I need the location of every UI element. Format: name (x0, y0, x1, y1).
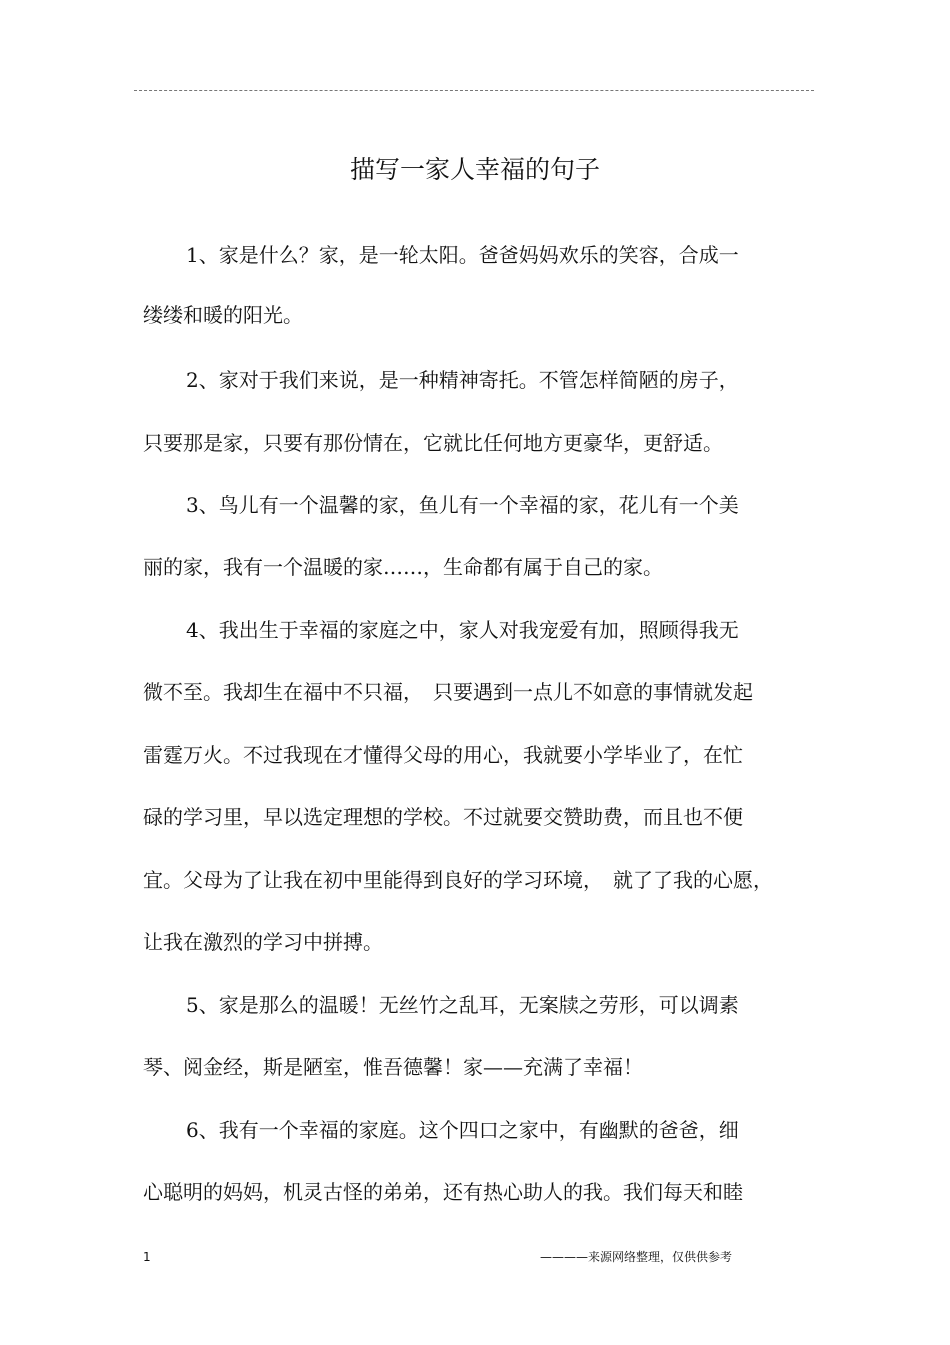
text-line: 碌的学习里，早以选定理想的学校。不过就要交赞助费，而且也不便 (143, 805, 743, 829)
text-line: 琴、阅金经，斯是陋室，惟吾德馨！家——充满了幸福！ (143, 1055, 643, 1079)
text-line: 3、鸟儿有一个温馨的家，鱼儿有一个幸福的家，花儿有一个美 (186, 493, 739, 517)
document-title: 描写一家人幸福的句子 (349, 155, 600, 184)
text-line: 2、家对于我们来说，是一种精神寄托。不管怎样简陋的房子， (186, 368, 739, 392)
text-line: 只要那是家，只要有那份情在，它就比任何地方更豪华，更舒适。 (143, 431, 723, 455)
text-line: 宜。父母为了让我在初中里能得到良好的学习环境， 就了了我的心愿， (143, 868, 773, 892)
text-line: 5、家是那么的温暖！无丝竹之乱耳，无案牍之劳形，可以调素 (186, 993, 739, 1017)
text-line: 让我在激烈的学习中拼搏。 (143, 930, 383, 954)
text-line: 缕缕和暖的阳光。 (143, 303, 303, 327)
text-line: 4、我出生于幸福的家庭之中，家人对我宠爱有加，照顾得我无 (186, 618, 739, 642)
text-line: 雷霆万火。不过我现在才懂得父母的用心，我就要小学毕业了，在忙 (143, 743, 743, 767)
text-line: 6、我有一个幸福的家庭。这个四口之家中，有幽默的爸爸，细 (186, 1118, 739, 1142)
text-line: 丽的家，我有一个温暖的家……，生命都有属于自己的家。 (143, 555, 663, 579)
page-number: 1 (143, 1250, 151, 1264)
text-line: 微不至。我却生在福中不只福， 只要遇到一点儿不如意的事情就发起 (143, 680, 753, 704)
text-line: 心聪明的妈妈，机灵古怪的弟弟，还有热心助人的我。我们每天和睦 (143, 1180, 743, 1204)
source-note: ————来源网络整理，仅供供参考 (540, 1250, 733, 1264)
text-line: 1、家是什么？家，是一轮太阳。爸爸妈妈欢乐的笑容，合成一 (186, 243, 739, 267)
header-divider (134, 90, 814, 91)
